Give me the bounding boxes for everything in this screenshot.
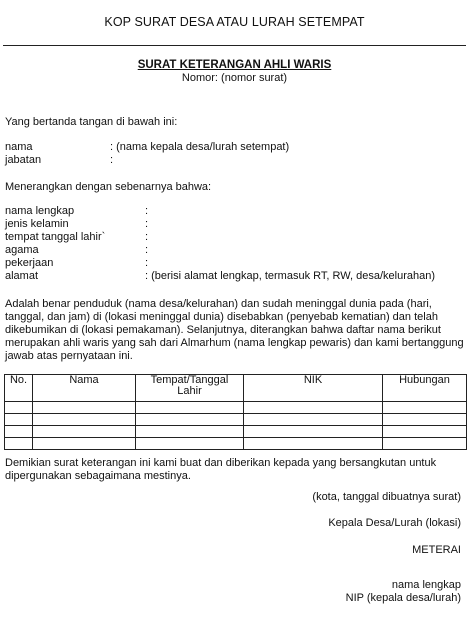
field-label: pekerjaan: [5, 257, 54, 269]
table-cell: [244, 414, 383, 426]
body-line: tanggal, dan jam) di (lokasi meninggal dunia) disebabkan (penyebab kematian) dan telah: [5, 311, 438, 323]
field-value: : (nama kepala desa/lurah setempat): [110, 141, 290, 153]
intro-text: Yang bertanda tangan di bawah ini:: [5, 116, 178, 128]
table-row: [5, 438, 467, 450]
column-header-nama: Nama: [33, 375, 136, 402]
letterhead-divider: [3, 45, 466, 46]
column-header-hubungan: Hubungan: [383, 375, 467, 402]
table-row: [5, 426, 467, 438]
body-line: dikebumikan di (lokasi pemakaman). Selanjutnya, diterangkan bahwa daftar nama berikut: [5, 324, 441, 336]
table-cell: [383, 438, 467, 450]
document-number: Nomor: (nomor surat): [181, 72, 288, 84]
closing-line: dipergunakan sebagaimana mestinya.: [5, 470, 191, 482]
table-header-row: [5, 375, 467, 402]
field-value: :: [145, 218, 149, 230]
table-cell: [383, 402, 467, 414]
declare-text: Menerangkan dengan sebenarnya bahwa:: [5, 181, 212, 193]
field-label: jabatan: [5, 154, 42, 166]
field-value: : (berisi alamat lengkap, termasuk RT, RW, desa/kelurahan): [145, 270, 436, 282]
table-cell: [5, 438, 33, 450]
table-cell: [244, 426, 383, 438]
table-cell: [33, 426, 136, 438]
table-cell: [5, 402, 33, 414]
table-cell: [136, 426, 244, 438]
field-value: :: [145, 205, 149, 217]
signer-name: nama lengkap: [391, 579, 461, 591]
table-cell: [33, 414, 136, 426]
field-label: nama lengkap: [5, 205, 75, 217]
field-label: alamat: [5, 270, 39, 282]
field-value: :: [145, 231, 149, 243]
body-line: merupakan ahli waris yang sah dari Almarhum (nama lengkap pewaris) dan kami bertanggung: [5, 337, 464, 349]
table-cell: [383, 426, 467, 438]
table-cell: [33, 438, 136, 450]
table-cell: [244, 438, 383, 450]
table-cell: [136, 402, 244, 414]
column-header-no: No.: [5, 375, 33, 402]
table-row: [5, 402, 467, 414]
field-label: tempat tanggal lahir`: [5, 231, 106, 243]
table-cell: [383, 414, 467, 426]
heirs-table: [4, 374, 467, 450]
signer-nip: NIP (kepala desa/lurah): [345, 592, 461, 604]
table-cell: [244, 402, 383, 414]
table-row: [5, 414, 467, 426]
field-label: agama: [5, 244, 39, 256]
field-value: :: [110, 154, 114, 166]
place-date: (kota, tanggal dibuatnya surat): [312, 491, 461, 503]
body-line: jawab atas pernyataan ini.: [5, 350, 133, 362]
letterhead: KOP SURAT DESA ATAU LURAH SETEMPAT: [104, 15, 365, 29]
column-header-nik: NIK: [244, 375, 383, 402]
field-value: :: [145, 257, 149, 269]
closing-paragraph: [5, 457, 465, 483]
document-title: SURAT KETERANGAN AHLI WARIS: [137, 59, 332, 71]
body-line: Adalah benar penduduk (nama desa/kelurahan) dan sudah meninggal dunia pada (hari,: [5, 298, 432, 310]
stamp-placeholder: METERAI: [412, 544, 461, 556]
column-header-tempat-tanggal-lahir: Tempat/Tanggal Lahir: [136, 375, 244, 402]
closing-line: Demikian surat keterangan ini kami buat dan diberikan kepada yang bersangkutan untuk: [5, 457, 437, 469]
table-cell: [5, 426, 33, 438]
table-cell: [136, 438, 244, 450]
signer-title: Kepala Desa/Lurah (lokasi): [328, 517, 461, 529]
table-cell: [33, 402, 136, 414]
table-cell: [136, 414, 244, 426]
field-value: :: [145, 244, 149, 256]
field-label: jenis kelamin: [5, 218, 69, 230]
body-paragraph: [5, 298, 465, 363]
table-cell: [5, 414, 33, 426]
field-label: nama: [5, 141, 33, 153]
